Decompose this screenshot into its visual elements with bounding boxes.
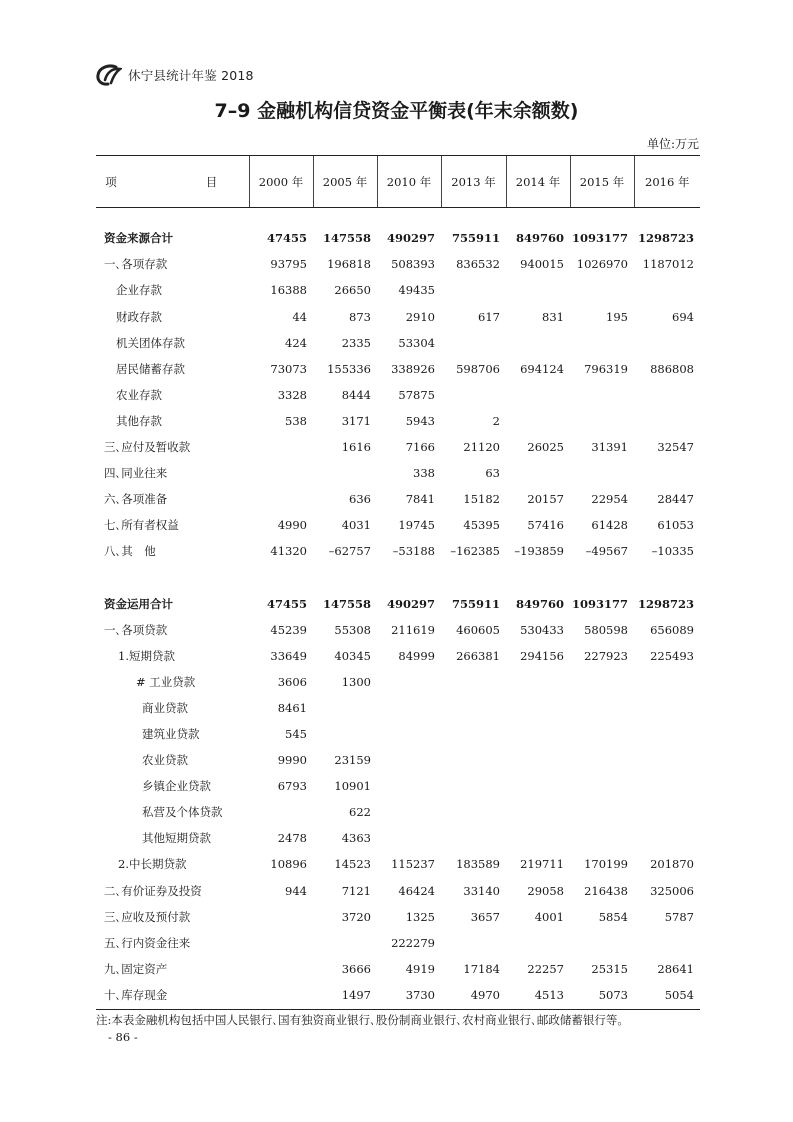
value-cell: [570, 461, 634, 487]
value-cell: [506, 330, 570, 356]
value-cell: 216438: [584, 883, 628, 898]
row-label: 建筑业贷款: [142, 726, 200, 741]
value-cell: 5787: [664, 909, 694, 924]
value-cell: 222279: [391, 935, 435, 950]
value-cell: 944: [285, 883, 307, 898]
column-header-year: 2010 年: [377, 156, 441, 208]
table-row: [96, 513, 700, 539]
value-cell: [441, 330, 506, 356]
value-cell: 196818: [327, 257, 371, 272]
value-cell: 26650: [334, 283, 371, 298]
value-cell: [634, 774, 700, 800]
table-title: 7–9 金融机构信贷资金平衡表(年末余额数): [214, 100, 579, 122]
value-cell: 4001: [534, 909, 564, 924]
value-cell: [249, 930, 313, 956]
value-cell: 225493: [650, 648, 694, 663]
value-cell: 7841: [405, 492, 435, 507]
value-cell: [441, 383, 506, 409]
table-row: [96, 252, 700, 278]
value-cell: [441, 800, 506, 826]
value-cell: 61428: [591, 518, 628, 533]
value-cell: 47455: [266, 231, 307, 246]
table-row: [96, 643, 700, 669]
value-cell: 10901: [334, 779, 371, 794]
value-cell: [441, 722, 506, 748]
value-cell: 1298723: [637, 231, 694, 246]
column-header-year: 2015 年: [570, 156, 634, 208]
table-row: [96, 461, 700, 487]
table-row: [96, 487, 700, 513]
value-cell: 7121: [341, 883, 371, 898]
value-cell: 1026970: [576, 257, 628, 272]
running-header: [96, 62, 254, 88]
value-cell: 325006: [650, 883, 694, 898]
value-cell: 8444: [341, 387, 371, 402]
value-cell: [570, 670, 634, 696]
value-cell: 755911: [451, 596, 500, 611]
table-row: [96, 930, 700, 956]
table-row: [96, 304, 700, 330]
value-cell: 849760: [515, 596, 564, 611]
value-cell: [377, 670, 441, 696]
value-cell: 545: [285, 726, 307, 741]
value-cell: [634, 696, 700, 722]
row-label: 农业存款: [116, 387, 162, 402]
value-cell: 227923: [584, 648, 628, 663]
value-cell: 338: [413, 466, 435, 481]
value-cell: [634, 930, 700, 956]
value-cell: [441, 696, 506, 722]
value-cell: 9990: [277, 753, 307, 768]
value-cell: 26025: [527, 440, 564, 455]
row-label: 其他短期贷款: [142, 831, 211, 846]
footnote: 注:本表金融机构包括中国人民银行､国有独资商业银行､股份制商业银行､农村商业银行､邮政储蓄银行等｡: [96, 1013, 624, 1027]
value-cell: 755911: [451, 231, 500, 246]
value-cell: 5943: [405, 413, 435, 428]
value-cell: [634, 409, 700, 435]
column-header-year: 2016 年: [634, 156, 700, 208]
value-cell: –193859: [514, 544, 564, 559]
value-cell: 831: [542, 309, 564, 324]
spacer-row: [96, 565, 700, 591]
value-cell: 6793: [277, 779, 307, 794]
value-cell: [441, 930, 506, 956]
table-header-row: [96, 156, 700, 208]
value-cell: 20157: [527, 492, 564, 507]
value-cell: 940015: [520, 257, 564, 272]
value-cell: 886808: [650, 361, 694, 376]
value-cell: 1616: [341, 440, 371, 455]
row-label: 乡镇企业贷款: [142, 779, 211, 794]
value-cell: [634, 278, 700, 304]
value-cell: [570, 330, 634, 356]
row-label: 商业贷款: [142, 700, 188, 715]
value-cell: –162385: [450, 544, 500, 559]
column-header-year: 2005 年: [313, 156, 377, 208]
table-row: [96, 983, 700, 1010]
value-cell: 10896: [270, 857, 307, 872]
value-cell: 23159: [334, 753, 371, 768]
value-cell: [506, 774, 570, 800]
value-cell: [249, 435, 313, 461]
yearbook-logo-icon: [96, 64, 122, 86]
value-cell: 3730: [377, 983, 441, 1010]
value-cell: 266381: [456, 648, 500, 663]
value-cell: 93795: [270, 257, 307, 272]
value-cell: 1325: [405, 909, 435, 924]
value-cell: 15182: [463, 492, 500, 507]
value-cell: 3666: [341, 961, 371, 976]
value-cell: 28447: [657, 492, 694, 507]
value-cell: 73073: [270, 361, 307, 376]
value-cell: [506, 748, 570, 774]
value-cell: 183589: [456, 857, 500, 872]
value-cell: 19745: [398, 518, 435, 533]
value-cell: [570, 748, 634, 774]
value-cell: [377, 722, 441, 748]
value-cell: [570, 722, 634, 748]
value-cell: [249, 487, 313, 513]
value-cell: 21120: [463, 440, 500, 455]
value-cell: [249, 461, 313, 487]
spacer-row: [96, 208, 700, 227]
value-cell: –49567: [585, 544, 628, 559]
table-row: [96, 957, 700, 983]
value-cell: 7166: [405, 440, 435, 455]
value-cell: 490297: [386, 596, 435, 611]
value-cell: 1093177: [571, 231, 628, 246]
value-cell: 4990: [277, 518, 307, 533]
value-cell: 16388: [270, 283, 307, 298]
value-cell: [570, 930, 634, 956]
value-cell: [249, 800, 313, 826]
row-label: 财政存款: [116, 309, 162, 324]
value-cell: 656089: [650, 622, 694, 637]
value-cell: 45239: [270, 622, 307, 637]
row-label: 五､行内资金往来: [104, 935, 191, 950]
row-label: 资金运用合计: [104, 596, 173, 611]
table-row: [96, 826, 700, 852]
row-label: 1.短期贷款: [118, 648, 175, 663]
table-row: [96, 748, 700, 774]
value-cell: 694: [672, 309, 694, 324]
value-cell: 219711: [520, 857, 564, 872]
value-cell: [634, 461, 700, 487]
credit-balance-table: [96, 155, 700, 1010]
value-cell: 4363: [341, 831, 371, 846]
row-label: 一､各项存款: [104, 257, 168, 272]
value-cell: 8461: [277, 700, 307, 715]
value-cell: 17184: [463, 961, 500, 976]
value-cell: [506, 696, 570, 722]
table-row: [96, 722, 700, 748]
value-cell: 32547: [657, 440, 694, 455]
row-label: 资金来源合计: [104, 231, 173, 246]
table-row: [96, 696, 700, 722]
table-row: [96, 356, 700, 382]
table-row: [96, 330, 700, 356]
value-cell: [634, 722, 700, 748]
value-cell: 25315: [591, 961, 628, 976]
value-cell: [506, 409, 570, 435]
value-cell: [506, 670, 570, 696]
value-cell: [634, 800, 700, 826]
value-cell: 4919: [405, 961, 435, 976]
value-cell: [313, 696, 377, 722]
value-cell: [570, 774, 634, 800]
value-cell: [313, 722, 377, 748]
table-row: [96, 670, 700, 696]
value-cell: 63: [485, 466, 500, 481]
page-number: - 86 -: [108, 1030, 138, 1044]
row-label: 十､库存现金: [96, 983, 249, 1010]
value-cell: 1093177: [571, 596, 628, 611]
value-cell: 57416: [527, 518, 564, 533]
value-cell: 1300: [341, 674, 371, 689]
value-cell: 44: [292, 309, 307, 324]
row-label: 二､有价证券及投资: [104, 883, 202, 898]
table-row: [96, 800, 700, 826]
value-cell: 22257: [527, 961, 564, 976]
value-cell: 57875: [398, 387, 435, 402]
value-cell: –53188: [392, 544, 435, 559]
value-cell: 538: [285, 413, 307, 428]
value-cell: 3720: [341, 909, 371, 924]
value-cell: [377, 800, 441, 826]
book-title: 休宁县统计年鉴 2018: [128, 68, 254, 83]
value-cell: 61053: [657, 518, 694, 533]
value-cell: 796319: [584, 361, 628, 376]
value-cell: [441, 278, 506, 304]
value-cell: [441, 826, 506, 852]
table-row: [96, 878, 700, 904]
value-cell: –10335: [651, 544, 694, 559]
value-cell: 1298723: [637, 596, 694, 611]
value-cell: [249, 957, 313, 983]
value-cell: [570, 826, 634, 852]
row-label: 三､应付及暂收款: [104, 440, 191, 455]
value-cell: 617: [478, 309, 500, 324]
value-cell: 28641: [657, 961, 694, 976]
value-cell: [249, 904, 313, 930]
value-cell: –62757: [328, 544, 371, 559]
value-cell: [506, 826, 570, 852]
value-cell: 424: [285, 335, 307, 350]
row-label: 机关团体存款: [116, 335, 185, 350]
value-cell: [506, 930, 570, 956]
value-cell: [570, 409, 634, 435]
row-label: 其他存款: [116, 413, 162, 428]
value-cell: 3328: [277, 387, 307, 402]
value-cell: 55308: [334, 622, 371, 637]
table-row: [96, 852, 700, 878]
value-cell: 211619: [391, 622, 435, 637]
value-cell: [506, 461, 570, 487]
value-cell: [506, 722, 570, 748]
value-cell: 195: [606, 309, 628, 324]
value-cell: 5854: [598, 909, 628, 924]
value-cell: 41320: [270, 544, 307, 559]
value-cell: [313, 930, 377, 956]
value-cell: 45395: [463, 518, 500, 533]
column-header-year: 2014 年: [506, 156, 570, 208]
row-label: # 工业贷款: [136, 674, 196, 689]
total-row: [96, 591, 700, 617]
value-cell: 636: [349, 492, 371, 507]
value-cell: 2335: [341, 335, 371, 350]
value-cell: 170199: [584, 857, 628, 872]
value-cell: 33140: [463, 883, 500, 898]
value-cell: 49435: [398, 283, 435, 298]
value-cell: 46424: [398, 883, 435, 898]
row-label: 三､应收及预付款: [104, 909, 191, 924]
value-cell: 53304: [398, 335, 435, 350]
value-cell: [377, 748, 441, 774]
value-cell: 294156: [520, 648, 564, 663]
value-cell: 598706: [456, 361, 500, 376]
value-cell: [634, 826, 700, 852]
value-cell: 3606: [277, 674, 307, 689]
row-label: 一､各项贷款: [104, 622, 168, 637]
value-cell: 201870: [650, 857, 694, 872]
value-cell: [634, 330, 700, 356]
value-cell: [249, 983, 313, 1010]
value-cell: [570, 278, 634, 304]
row-label: 企业存款: [116, 283, 162, 298]
row-label: 六､各项准备: [104, 492, 168, 507]
value-cell: 4970: [441, 983, 506, 1010]
column-header-item: 项 目: [96, 156, 249, 208]
value-cell: 1497: [313, 983, 377, 1010]
row-label: 2.中长期贷款: [118, 857, 187, 872]
value-cell: [570, 696, 634, 722]
value-cell: 147558: [322, 596, 371, 611]
value-cell: 338926: [391, 361, 435, 376]
value-cell: 4513: [506, 983, 570, 1010]
row-label: 居民储蓄存款: [116, 361, 185, 376]
row-label: 私营及个体贷款: [142, 805, 223, 820]
value-cell: 47455: [266, 596, 307, 611]
value-cell: [377, 774, 441, 800]
row-label: 七､所有者权益: [104, 518, 179, 533]
value-cell: [506, 278, 570, 304]
value-cell: [506, 800, 570, 826]
value-cell: 40345: [334, 648, 371, 663]
value-cell: 22954: [591, 492, 628, 507]
value-cell: [634, 670, 700, 696]
value-cell: 1187012: [642, 257, 694, 272]
value-cell: 849760: [515, 231, 564, 246]
table-row: [96, 617, 700, 643]
table-row: [96, 904, 700, 930]
value-cell: 3657: [470, 909, 500, 924]
value-cell: 155336: [327, 361, 371, 376]
value-cell: 836532: [456, 257, 500, 272]
column-header-year: 2013 年: [441, 156, 506, 208]
unit-label: 单位:万元: [646, 137, 699, 151]
table-row: [96, 435, 700, 461]
value-cell: 490297: [386, 231, 435, 246]
value-cell: 5054: [634, 983, 700, 1010]
value-cell: 580598: [584, 622, 628, 637]
value-cell: [441, 774, 506, 800]
value-cell: 508393: [391, 257, 435, 272]
value-cell: 147558: [322, 231, 371, 246]
value-cell: 2: [492, 413, 500, 428]
table-row: [96, 539, 700, 565]
value-cell: 31391: [591, 440, 628, 455]
value-cell: 873: [349, 309, 371, 324]
value-cell: 84999: [398, 648, 435, 663]
value-cell: 29058: [527, 883, 564, 898]
value-cell: [506, 383, 570, 409]
value-cell: [634, 383, 700, 409]
value-cell: 4031: [341, 518, 371, 533]
row-label: 八､其 他: [104, 544, 156, 559]
value-cell: 33649: [270, 648, 307, 663]
value-cell: 530433: [520, 622, 564, 637]
value-cell: [313, 461, 377, 487]
value-cell: [441, 670, 506, 696]
row-label: 四､同业往来: [104, 466, 168, 481]
value-cell: 5073: [570, 983, 634, 1010]
value-cell: 2910: [405, 309, 435, 324]
table-row: [96, 278, 700, 304]
value-cell: [570, 383, 634, 409]
table-row: [96, 774, 700, 800]
value-cell: 694124: [520, 361, 564, 376]
column-header-year: 2000 年: [249, 156, 313, 208]
value-cell: 622: [349, 805, 371, 820]
value-cell: 2478: [277, 831, 307, 846]
value-cell: [441, 748, 506, 774]
value-cell: [570, 800, 634, 826]
total-row: [96, 226, 700, 252]
row-label: 九､固定资产: [104, 961, 168, 976]
value-cell: 3171: [341, 413, 371, 428]
table-row: [96, 409, 700, 435]
value-cell: [377, 696, 441, 722]
value-cell: [634, 748, 700, 774]
value-cell: 115237: [391, 857, 435, 872]
row-label: 农业贷款: [142, 753, 188, 768]
value-cell: [377, 826, 441, 852]
value-cell: 460605: [456, 622, 500, 637]
value-cell: 14523: [334, 857, 371, 872]
table-row: [96, 383, 700, 409]
